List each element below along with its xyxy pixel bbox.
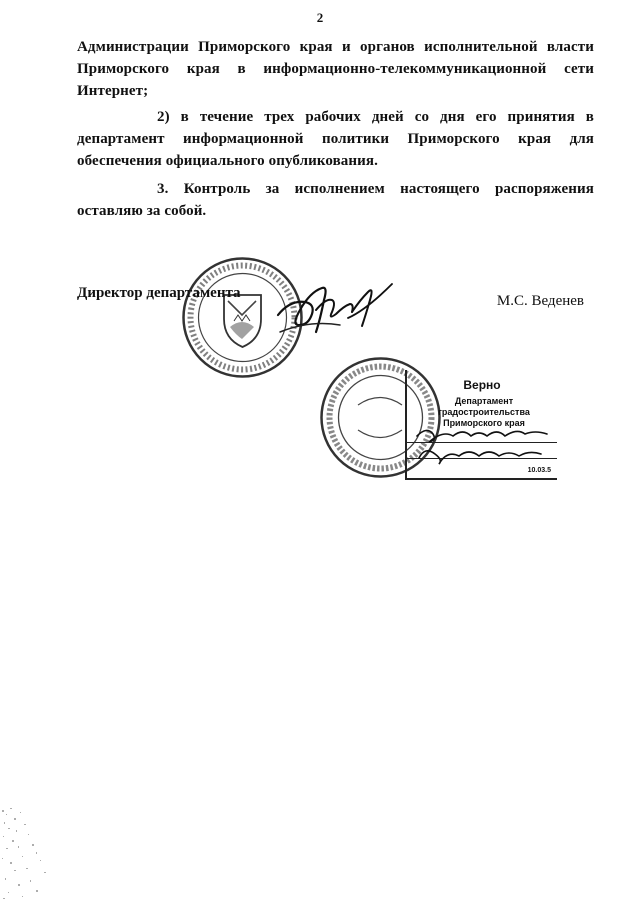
paragraph-item-2 xyxy=(77,106,594,172)
certification-date: 10.03.5 xyxy=(527,467,551,474)
paragraph-item-3 xyxy=(77,178,594,222)
paragraph-text: Контроль за исполнением настоящего распоряжения оставляю за собой. xyxy=(77,181,594,219)
certification-org: Департамент градостроительства Приморского края xyxy=(438,396,530,428)
document-body xyxy=(77,36,594,228)
scan-noise-icon xyxy=(0,800,60,905)
paragraph-text: в течение трех рабочих дней со дня его принятия в департамент информационной политики Приморского края для обеспечения официального опубликования. xyxy=(77,109,594,169)
certification-stamp xyxy=(405,370,557,480)
signer-name: М.С. Веденев xyxy=(496,293,584,309)
handwritten-certification-icon xyxy=(413,424,553,469)
paragraph-continuation: Администрации Приморского края и органов исполнительной власти Приморского края в информационно-телекоммуникационной сети Интернет; xyxy=(77,39,594,99)
item-number: 2) xyxy=(157,109,170,125)
item-number: 3. xyxy=(157,181,169,197)
page-number: 2 xyxy=(316,10,324,25)
signer-title: Директор департамента xyxy=(77,285,241,301)
certification-title: Верно xyxy=(463,378,501,392)
handwritten-signature-icon xyxy=(270,270,400,345)
